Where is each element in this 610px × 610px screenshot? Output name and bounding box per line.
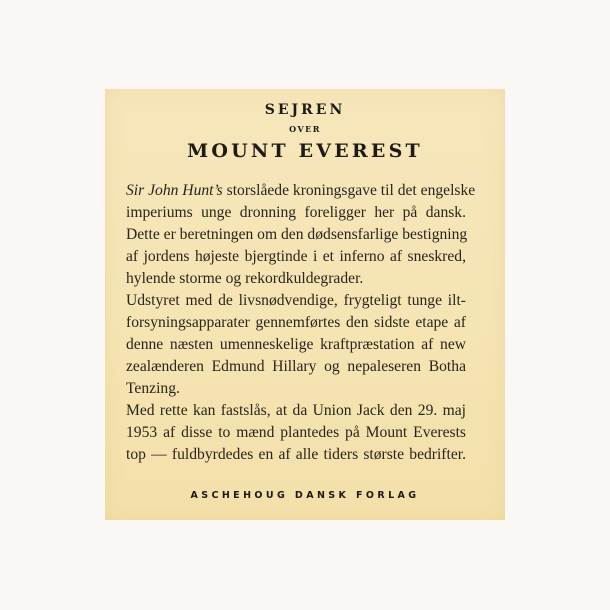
text-line-12: 1953 af disse to mænd plantedes på Mount Everests <box>126 424 466 441</box>
publisher-name: ASCHEHOUG DANSK FORLAG <box>190 490 420 501</box>
title-over: OVER <box>289 124 321 134</box>
text-line-3: Dette er beretningen om den dødsensfarlige bestigning <box>126 226 468 243</box>
text-line-7: forsyningsapparater gennemførtes den sidste etape af <box>126 314 466 331</box>
text-line-4: af jordens højeste bjergtinde i et inferno af sneskred, <box>126 248 466 265</box>
text-line-8: denne næsten umenneskelige kraftpræstation af new <box>126 336 466 353</box>
blurb-text <box>126 180 476 466</box>
book-flap-page <box>105 89 505 520</box>
text-line-2: imperiums unge dronning foreligger her på dansk. <box>126 204 466 221</box>
text-line-5: hylende storme og rekordkuldegrader. <box>126 270 364 287</box>
title-mount-everest: MOUNT EVEREST <box>187 140 423 162</box>
text-line-9: zealænderen Edmund Hillary og nepaleseren Botha <box>126 358 466 375</box>
text-line-6: Udstyret med de livsnødvendige, frygteligt tunge ilt- <box>126 292 466 309</box>
author-name: Sir John Hunt’s <box>126 182 223 199</box>
text-line-13: top — fuldbyrdedes en af alle tiders største bedrifter. <box>126 446 466 463</box>
title-sejren: SEJREN <box>264 102 346 118</box>
text-line-1: Sir John Hunt’s storslåede kroningsgave til det engelske <box>126 182 476 199</box>
text-line-10: Tenzing. <box>126 380 180 397</box>
text-line-11: Med rette kan fastslås, at da Union Jack den 29. maj <box>126 402 466 419</box>
